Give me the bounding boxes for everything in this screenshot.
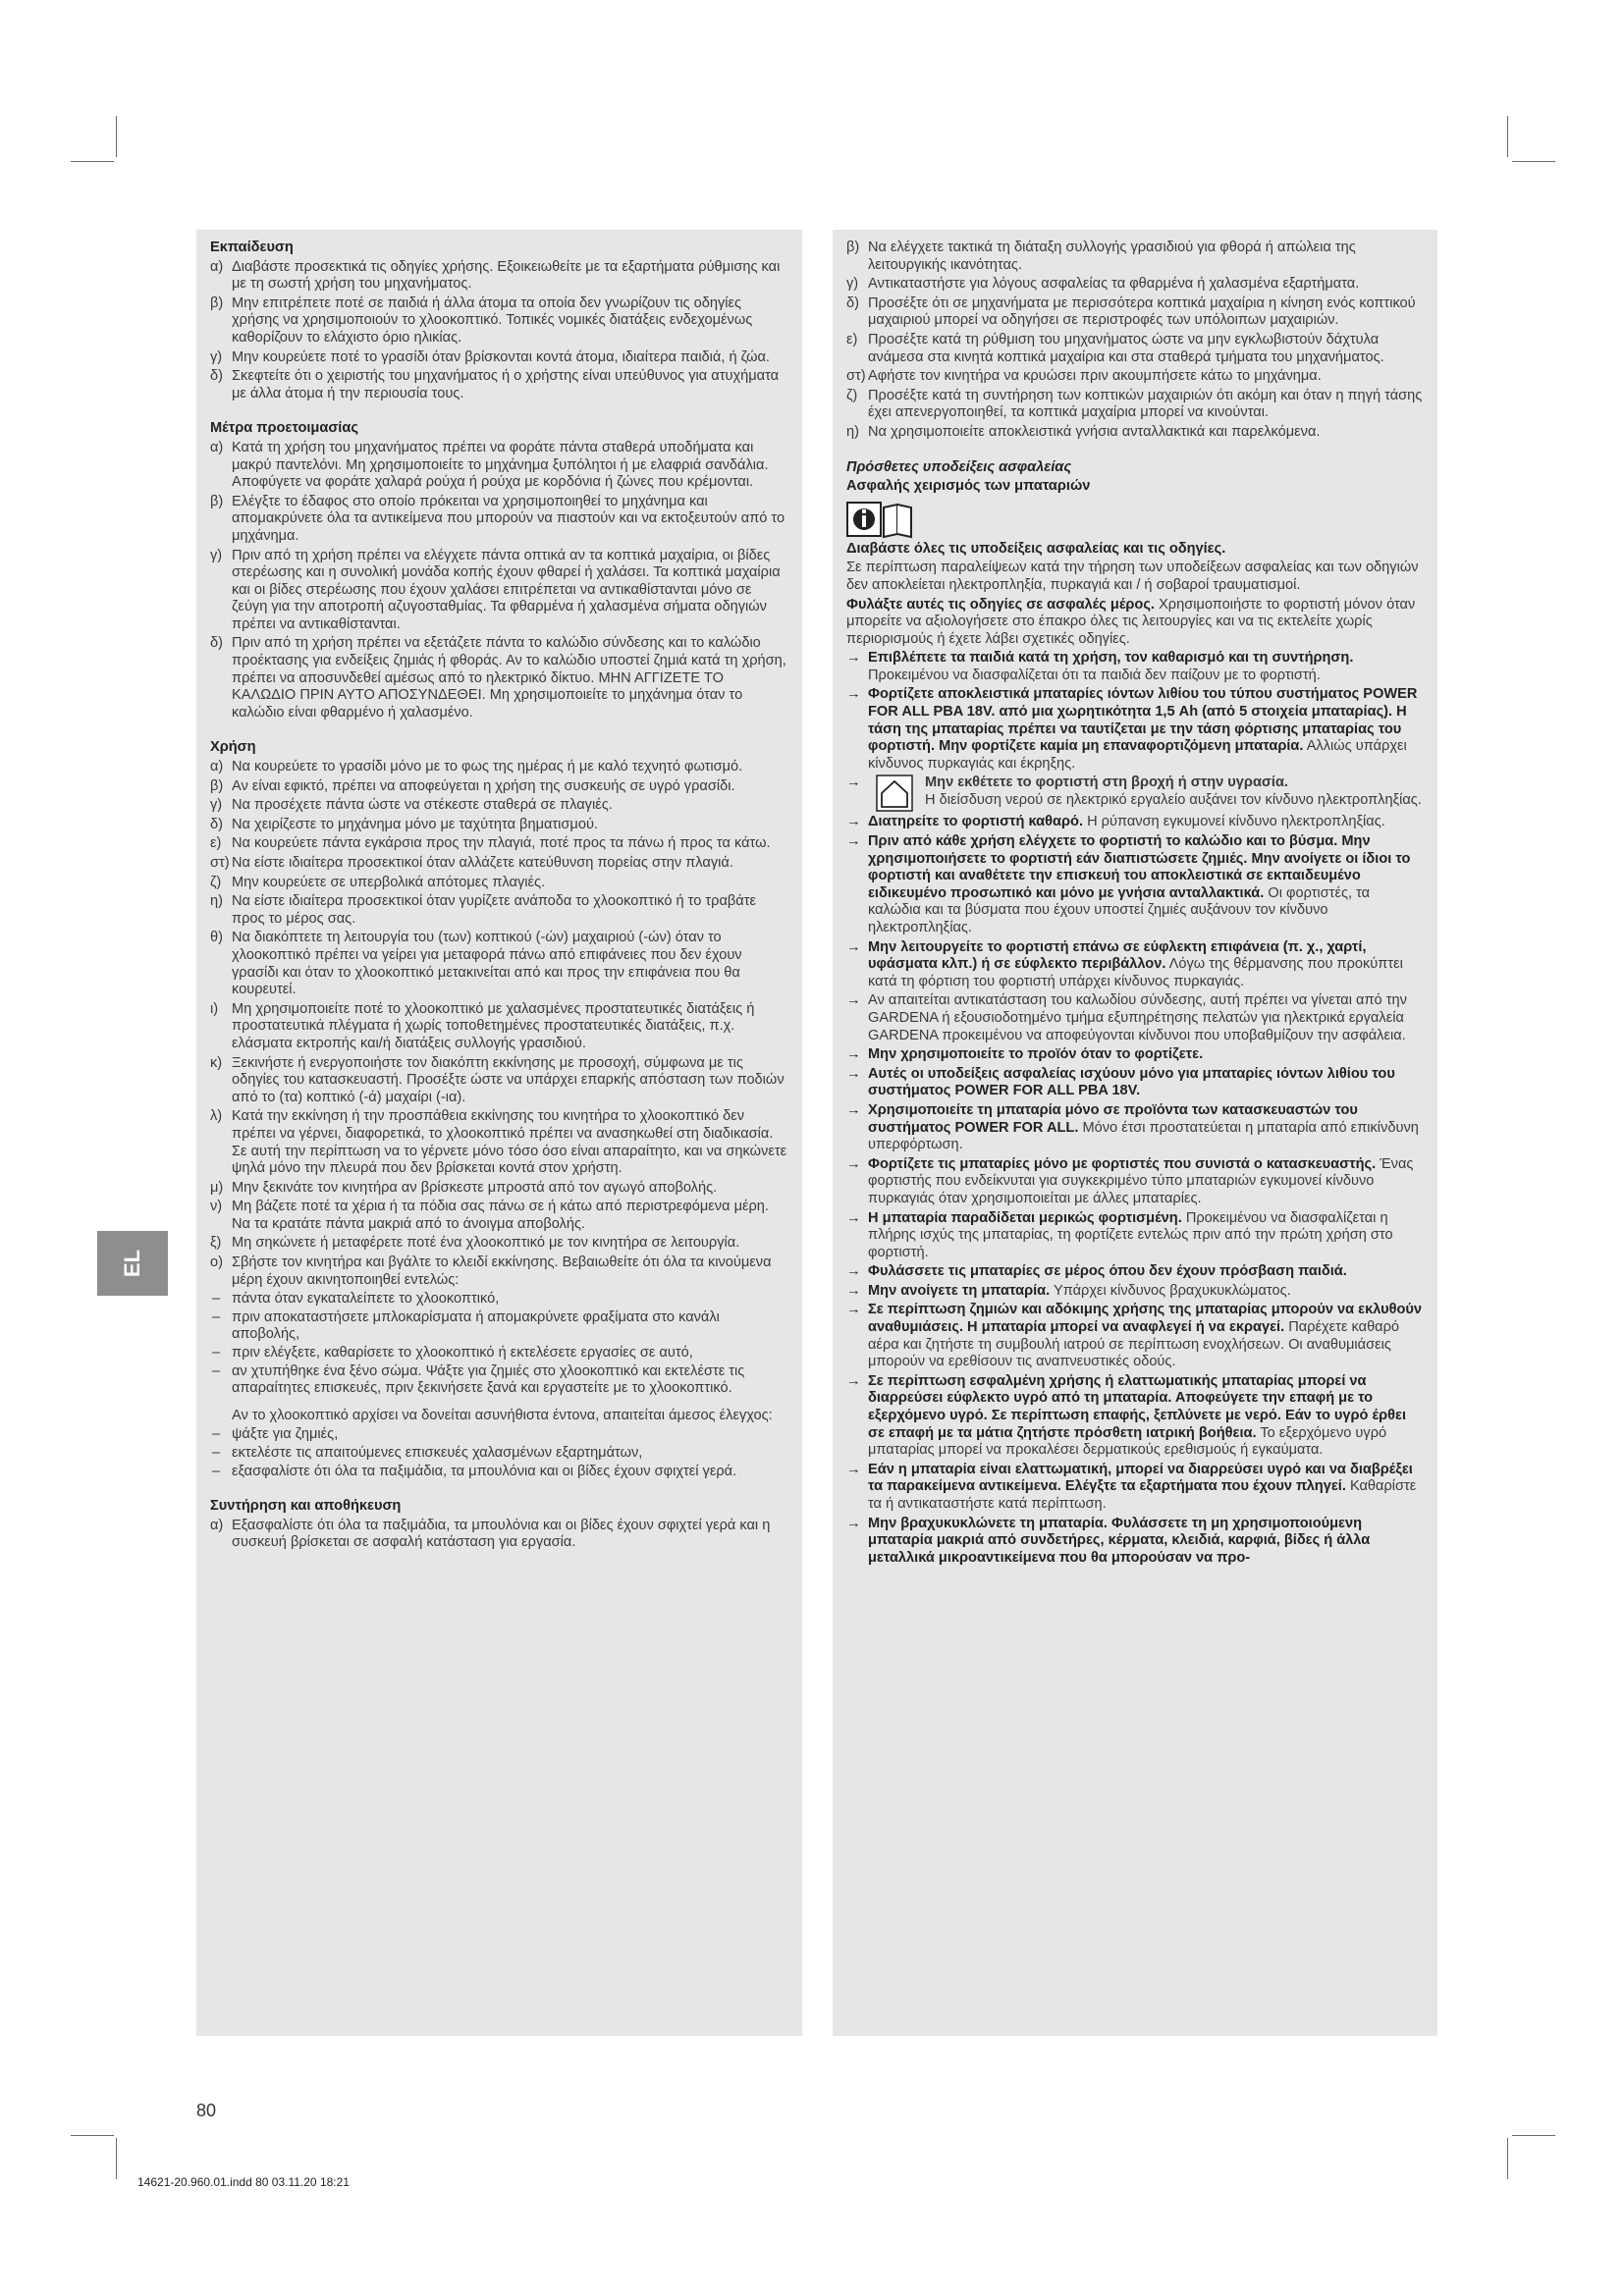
- item-text: Να διακόπτετε τη λειτουργία του (των) κοπτικού (-ών) μαχαιριού (-ών) όταν το χλοοκοπτικό πρέπει να γείρει για μεταφορά πάνω από επιφάνειες που δεν έχουν γρασίδι και όταν το χλοοκοπτικό μετακινείται από και προς την επιφάνεια που θα κουρευτεί.: [232, 930, 742, 998]
- safety-list-2: [846, 814, 1424, 1567]
- arrow-icon: →: [846, 814, 861, 830]
- safety-item: [846, 1210, 1424, 1262]
- item-label: ι): [210, 1000, 219, 1017]
- safety-item-bold: Μην ανοίγετε τη μπαταρία.: [868, 1282, 1051, 1299]
- item-text: Μη σηκώνετε ή μεταφέρετε ποτέ ένα χλοοκοπτικό με τον κινητήρα σε λειτουργία.: [232, 1235, 740, 1252]
- arrow-icon: →: [846, 1461, 861, 1477]
- safety-item-bold: Μην χρησιμοποιείτε το προϊόν όταν το φορτίζετε.: [868, 1046, 1204, 1063]
- item-label: δ): [846, 294, 859, 311]
- list-item: [210, 1518, 788, 1552]
- crop-mark: [71, 2135, 114, 2136]
- item-text: Να κουρεύετε πάντα εγκάρσια προς την πλαγιά, ποτέ προς τα πάνω ή προς τα κάτω.: [232, 835, 771, 852]
- item-text: Εξασφαλίστε ότι όλα τα παξιμάδια, τα μπουλόνια και οι βίδες έχουν σφιχτεί γερά και η συσκευή βρίσκεται σε ασφαλή κατάσταση για εργασία.: [232, 1517, 771, 1551]
- arrow-icon: →: [846, 1372, 861, 1389]
- dash-item: – πριν αποκαταστήσετε μπλοκαρίσματα ή απομακρύνετε φραξίματα στο κανάλι αποβολής,: [210, 1309, 788, 1344]
- safety-item-text: Αν απαιτείται αντικατάσταση του καλωδίου σύνδεσης, αυτή πρέπει να γίνεται από την GARDENA ή εξουσιοδοτημένο τμήμα εξυπηρέτησης πελατών για ηλεκτρικά εργαλεία GARDENA προκειμένου να αποφεύγονται κίνδυνοι που υποβαθμίζουν την ασφάλεια.: [868, 992, 1407, 1043]
- item-text: Να είστε ιδιαίτερα προσεκτικοί όταν αλλάζετε κατεύθυνση πορείας στην πλαγιά.: [232, 855, 733, 871]
- safety-item: [846, 1462, 1424, 1514]
- list-item: [210, 893, 788, 928]
- crop-mark: [1512, 161, 1555, 162]
- item-text: Πριν από τη χρήση πρέπει να ελέγχετε πάντα οπτικά αν τα κοπτικά μαχαίρια, οι βίδες στερέωσης και η συνολική μονάδα κοπής έχουν φθαρεί ή χαλάσει. Τα κοπτικά μαχαίρια και οι βίδες στερέωσης που έχουν χαλάσει επιτρέπεται να αντικαθίστανται μόνο σε ζεύγη για την αποτροπή αζυγοσταθμίας. Τα φθαρμένα ή χαλασμένα σήματα οδηγιών πρέπει να αντικαθίστανται.: [232, 547, 781, 632]
- safety-item-bold: Φορτίζετε τις μπαταρίες μόνο με φορτιστές που συνιστά ο κατασκευαστής.: [868, 1155, 1377, 1172]
- item-label: ξ): [210, 1235, 222, 1252]
- list-item: [210, 295, 788, 347]
- safety-item-bold: Φυλάσσετε τις μπαταρίες σε μέρος όπου δεν έχουν πρόσβαση παιδιά.: [868, 1263, 1347, 1280]
- list-item: [846, 276, 1424, 294]
- read-all-text: Σε περίπτωση παραλείψεων κατά την τήρηση των υποδείξεων ασφαλείας και των οδηγιών δεν αποκλείεται ηλεκτροπληξία, πυρκαγιά και / ή σοβαροί τραυματισμοί.: [846, 560, 1419, 593]
- safety-item-text: Προκειμένου να διασφαλίζεται η πλήρης ισχύς της μπαταρίας, τη φορτίζετε εντελώς πριν από την πρώτη χρήση στο φορτιστή.: [868, 1209, 1393, 1260]
- arrow-icon: →: [846, 833, 861, 850]
- item-label: λ): [210, 1108, 223, 1125]
- section-title: Μέτρα προετοιμασίας: [210, 420, 358, 437]
- rain-warning: → Μην εκθέτετε το φορτιστή στη βροχή ή στην υγρασία. Η διείσδυση νερού σε ηλεκτρικό εργαλείο αυξάνει τον κίνδυνο ηλεκτροπληξίας.: [846, 774, 1424, 812]
- item-text: Διαβάστε προσεκτικά τις οδηγίες χρήσης. Εξοικειωθείτε με τα εξαρτήματα ρύθμισης και με τη σωστή χρήση του μηχανήματος.: [232, 258, 781, 293]
- safety-item-text: Προκειμένου να διασφαλίζεται ότι τα παιδιά δεν παίζουν με το φορτιστή.: [868, 667, 1321, 683]
- safety-item-bold: Επιβλέπετε τα παιδιά κατά τη χρήση, τον καθαρισμό και τη συντήρηση.: [868, 650, 1354, 667]
- item-label: ο): [210, 1255, 223, 1271]
- item-label: α): [210, 1517, 224, 1533]
- safety-item-bold: Σε περίπτωση εσφαλμένη χρήσης ή ελαττωματικής μπαταρίας μπορεί να διαρρεύσει εύφλεκτο υγρό από τη μπαταρία. Αποφεύγετε την επαφή με το εξερχόμενο υγρό. Σε περίπτωση επαφής, ξεπλύνετε με νερό. Εάν το υγρό έρθει σε επαφή με τα μάτια ζητήστε πρόσθετη ιατρική βοήθεια.: [868, 1372, 1406, 1441]
- list-item: [210, 548, 788, 634]
- item-label: στ): [210, 855, 230, 871]
- maintenance-list: [210, 1518, 788, 1552]
- arrow-icon: →: [846, 1282, 861, 1299]
- preparation-list: [210, 440, 788, 722]
- arrow-icon: →: [846, 1046, 861, 1063]
- page-number: 80: [196, 2101, 217, 2120]
- arrow-icon: →: [846, 1302, 861, 1318]
- safety-item-bold: Διατηρείτε το φορτιστή καθαρό.: [868, 814, 1084, 830]
- list-item: [210, 494, 788, 546]
- list-item: [210, 635, 788, 721]
- list-item: [210, 1001, 788, 1053]
- safety-item: [846, 1373, 1424, 1460]
- safety-item-text: Μόνο έτσι προστατεύεται η μπαταρία από επικίνδυνη υπερφόρτωση.: [868, 1119, 1419, 1153]
- item-text: Αν είναι εφικτό, πρέπει να αποφεύγεται η χρήση της συσκευής σε υγρό γρασίδι.: [232, 777, 735, 794]
- list-item: [210, 817, 788, 834]
- safety-item-bold: Πριν από κάθε χρήση ελέγχετε το φορτιστή το καλώδιο και το βύσμα. Μην χρησιμοποιήσετε το φορτιστή εάν διαπιστώσετε ζημιές. Μην ανοίγετε οι ίδιοι το φορτιστή και αναθέτετε την επισκευή του αποκλειστικά σε εκπαιδευμένο ειδικευμένο προσωπικό και μόνο με γνήσια ανταλλακτικά.: [868, 833, 1411, 901]
- item-label: γ): [210, 348, 223, 365]
- safety-item: [846, 992, 1424, 1044]
- crop-mark: [71, 161, 114, 162]
- item-label: α): [210, 258, 224, 275]
- item-text: Να ελέγχετε τακτικά τη διάταξη συλλογής γρασιδιού για φθορά ή απώλεια της λειτουργικής ικανότητας.: [868, 240, 1356, 273]
- arrow-icon: →: [846, 938, 861, 955]
- list-item: [210, 759, 788, 776]
- safety-item: [846, 1046, 1424, 1064]
- item-text: Μη χρησιμοποιείτε ποτέ το χλοοκοπτικό με χαλασμένες προστατευτικές διατάξεις ή προστατευτικά πλέγματα ή χωρίς τοποθετημένες προστατευτικές διατάξεις, π.χ. ελάσματα εκτροπής και/ή διατάξεις συλλογής γρασιδιού.: [232, 1000, 755, 1051]
- item-label: α): [210, 759, 224, 775]
- crop-mark: [1512, 2135, 1555, 2136]
- item-label: ζ): [846, 387, 858, 403]
- arrow-icon: →: [846, 992, 861, 1009]
- item-text: Μην επιτρέπετε ποτέ σε παιδιά ή άλλα άτομα τα οποία δεν γνωρίζουν τις οδηγίες χρήσης να χρησιμοποιούν το χλοοκοπτικό. Τοπικές νομικές διατάξεις ενδεχομένως καθορίζουν το ελάχιστο όριο ηλικίας.: [232, 294, 753, 346]
- list-item: [210, 1199, 788, 1233]
- maintenance-continued-list: [846, 240, 1424, 442]
- list-item: [210, 1235, 788, 1253]
- arrow-icon: →: [846, 1263, 861, 1280]
- item-text: Μη βάζετε ποτέ τα χέρια ή τα πόδια σας πάνω σε ή κάτω από περιστρεφόμενα μέρη. Να τα κρατάτε πάντα μακριά από το άνοιγμα αποβολής.: [232, 1199, 769, 1232]
- safety-item-bold: Σε περίπτωση ζημιών και αδόκιμης χρήσης της μπαταρίας μπορούν να εκλυθούν αναθυμιάσεις. Η μπαταρία μπορεί να αναφλεγεί ή να εκραγεί.: [868, 1302, 1423, 1336]
- item-text: Μην κουρεύετε ποτέ το γρασίδι όταν βρίσκονται κοντά άτομα, ιδιαίτερα παιδιά, ή ζώα.: [232, 348, 770, 365]
- safety-item-bold: Φορτίζετε αποκλειστικά μπαταρίες ιόντων λιθίου του τύπου συστήματος POWER FOR ALL PBA 18V. από μια χωρητικότητα 1,5 Ah (από 5 στοιχεία μπαταρίας). Η τάση της μπαταρίας πρέπει να ταυτίζεται με την τάση φόρτισης μπαταρίας του φορτιστή. Μην φορτίζετε καμία μη επαναφορτιζόμενη μπαταρία.: [868, 686, 1418, 755]
- item-text: Να κουρεύετε το γρασίδι μόνο με το φως της ημέρας ή με καλό τεχνητό φωτισμό.: [232, 759, 743, 775]
- safety-item-text: Ένας φορτιστής που ενδείκνυται για συγκεκριμένο τύπο μπαταριών εγκυμονεί κίνδυνο πυρκαγιάς όταν χρησιμοποιείται με άλλες μπαταρίες.: [868, 1155, 1414, 1206]
- item-label: ε): [210, 835, 222, 852]
- item-text: Προσέξτε ότι σε μηχανήματα με περισσότερα κοπτικά μαχαίρια η κίνηση ενός κοπτικού μαχαιριού μπορεί να οδηγήσει σε περιστροφές των υπόλοιπων μαχαιριών.: [868, 294, 1416, 329]
- safety-item: [846, 650, 1424, 684]
- indoor-use-only-icon: [876, 774, 913, 812]
- item-text: Πριν από τη χρήση πρέπει να εξετάζετε πάντα το καλώδιο σύνδεσης και το καλώδιο προέκτασης για ενδείξεις ζημιάς ή φθοράς. Αν το καλώδιο υποστεί ζημιά κατά τη χρήση, πρέπει να αποσυνδεθεί αμέσως από το ηλεκτρικό δίκτυο. ΜΗΝ ΑΓΓΙΖΕΤΕ ΤΟ ΚΑΛΩΔΙΟ ΠΡΙΝ ΑΥΤΟ ΑΠΟΣΥΝΔΕΘΕΙ. Μη χρησιμοποιείτε το μηχάνημα όταν το καλώδιο είναι φθαρμένο ή χαλασμένο.: [232, 635, 786, 721]
- item-label: κ): [210, 1054, 223, 1071]
- list-item: [210, 835, 788, 853]
- safety-item: [846, 1283, 1424, 1301]
- dash-item: – εξασφαλίστε ότι όλα τα παξιμάδια, τα μπουλόνια και οι βίδες έχουν σφιχτεί γερά.: [210, 1464, 788, 1481]
- dash-item: – εκτελέστε τις απαιτούμενες επισκευές χαλασμένων εξαρτημάτων,: [210, 1445, 788, 1463]
- list-item: [846, 424, 1424, 442]
- item-label: α): [210, 439, 224, 455]
- safety-item-text: Υπάρχει κίνδυνος βραχυκυκλώματος.: [1053, 1282, 1291, 1299]
- training-list: [210, 259, 788, 403]
- safety-item: [846, 814, 1424, 831]
- item-label: η): [846, 423, 859, 440]
- item-label: θ): [210, 930, 223, 946]
- item-text: Να χρησιμοποιείτε αποκλειστικά γνήσια ανταλλακτικά και παρελκόμενα.: [868, 423, 1321, 440]
- item-text: Να χειρίζεστε το μηχάνημα μόνο με ταχύτητα βηματισμού.: [232, 816, 598, 832]
- list-item: [210, 349, 788, 367]
- crop-mark: [116, 2138, 117, 2179]
- list-item: [210, 1108, 788, 1177]
- item-label: δ): [210, 368, 223, 385]
- safety-item-bold: Χρησιμοποιείτε τη μπαταρία μόνο σε προϊόντα των κατασκευαστών του συστήματος POWER FOR ALL.: [868, 1101, 1358, 1136]
- safety-item-text: Παρέχετε καθαρό αέρα και ζητήστε τη συμβουλή ιατρού σε περίπτωση ενοχλήσεων. Οι αναθυμιάσεις μπορούν να ερεθίσουν τις αναπνευστικές οδούς.: [868, 1319, 1400, 1370]
- item-text: Αντικαταστήστε για λόγους ασφαλείας τα φθαρμένα ή χαλασμένα εξαρτήματα.: [868, 276, 1360, 293]
- arrow-icon: →: [846, 1515, 861, 1531]
- list-item: [210, 368, 788, 402]
- section-title: Χρήση: [210, 739, 256, 756]
- list-item: [846, 368, 1424, 386]
- arrow-icon: →: [846, 1209, 861, 1226]
- section-title: Συντήρηση και αποθήκευση: [210, 1498, 402, 1515]
- arrow-icon: →: [846, 650, 861, 667]
- item-label: β): [846, 240, 860, 255]
- list-item: [210, 259, 788, 294]
- safety-item: [846, 1263, 1424, 1281]
- item-text: Σβήστε τον κινητήρα και βγάλτε το κλειδί εκκίνησης. Βεβαιωθείτε ότι όλα τα κινούμενα μέρη έχουν ακινητοποιηθεί εντελώς:: [232, 1255, 772, 1288]
- list-item: [210, 797, 788, 815]
- safety-item-text: Καθαρίστε τα ή αντικαταστήστε κατά περίπτωση.: [868, 1478, 1417, 1512]
- safety-item: [846, 1516, 1424, 1568]
- item-text: Μην κουρεύετε σε υπερβολικά απότομες πλαγιές.: [232, 874, 546, 890]
- item-label: β): [210, 493, 224, 509]
- list-item: [210, 1055, 788, 1107]
- item-text: Προσέξτε κατά τη ρύθμιση του μηχανήματος ώστε να μην εγκλωβιστούν δάχτυλα ανάμεσα στα κινητά κοπτικά μαχαίρια και στα σταθερά τμήματα του μηχανήματος.: [868, 331, 1384, 365]
- keep-instructions: Φυλάξτε αυτές τις οδηγίες σε ασφαλές μέρος. Χρησιμοποιήστε το φορτιστή μόνον όταν μπορείτε να αξιολογήσετε στο έπακρο όλες τις λειτουργίες και να τις εκτελείτε χωρίς περιορισμούς ή έχετε λάβει σχετικές οδηγίες.: [846, 596, 1416, 647]
- item-label: γ): [210, 797, 223, 814]
- item-text: Αφήστε τον κινητήρα να κρυώσει πριν ακουμπήσετε κάτω το μηχάνημα.: [868, 368, 1322, 385]
- subsection-title: Ασφαλής χειρισμός των μπαταριών: [846, 478, 1091, 495]
- item-label: μ): [210, 1179, 224, 1196]
- list-item: [210, 930, 788, 998]
- safety-item-text: Αλλιώς υπάρχει κίνδυνος πυρκαγιάς και έκρηξης.: [868, 738, 1407, 772]
- list-item: [210, 855, 788, 873]
- safety-item: [846, 1102, 1424, 1154]
- arrow-icon: →: [846, 686, 861, 703]
- language-tab: EL: [97, 1231, 168, 1296]
- item-label: β): [210, 777, 224, 794]
- item-label: η): [210, 893, 223, 910]
- item-label: δ): [210, 816, 223, 832]
- safety-item-text: Οι φορτιστές, τα καλώδια και τα βύσματα που έχουν υποστεί ζημιές αυξάνουν τον κίνδυνο ηλεκτροπληξίας.: [868, 884, 1371, 935]
- safety-item: [846, 939, 1424, 991]
- use-list: [210, 759, 788, 1289]
- list-item: [846, 240, 1424, 274]
- list-item: [846, 332, 1424, 366]
- safety-item: [846, 833, 1424, 937]
- dash-item: – πριν ελέγξετε, καθαρίσετε το χλοοκοπτικό ή εκτελέσετε εργασίες σε αυτό,: [210, 1345, 788, 1362]
- safety-item-bold: Αυτές οι υποδείξεις ασφαλείας ισχύουν μόνο για μπαταρίες ιόντων λιθίου του συστήματος POWER FOR ALL PBA 18V.: [868, 1065, 1395, 1099]
- arrow-icon: →: [846, 1101, 861, 1118]
- item-label: ζ): [210, 874, 222, 890]
- item-label: γ): [210, 547, 223, 563]
- safety-item-text: Το εξερχόμενο υγρό μπαταρίας μπορεί να προκαλέσει δερματικούς ερεθισμούς ή εγκαύματα.: [868, 1424, 1387, 1459]
- item-label: στ): [846, 368, 866, 385]
- safety-item: [846, 1156, 1424, 1208]
- list-item: [210, 875, 788, 892]
- list-item: [210, 1255, 788, 1289]
- read-all-heading: Διαβάστε όλες τις υποδείξεις ασφαλείας και τις οδηγίες.: [846, 540, 1226, 557]
- item-text: Ξεκινήστε ή ενεργοποιήστε τον διακόπτη εκκίνησης με προσοχή, σύμφωνα με τις οδηγίες του κατασκευαστή. Προσέξτε ώστε να υπάρχει επαρκής απόσταση των ποδιών από το (τα) κοπτικό (-ά) μαχαίρι (-ια).: [232, 1054, 785, 1105]
- safety-item-bold: Η μπαταρία παραδίδεται μερικώς φορτισμένη.: [868, 1209, 1182, 1226]
- item-label: ν): [210, 1199, 223, 1215]
- read-manual-icon: [846, 502, 917, 541]
- item-text: Κατά την εκκίνηση ή την προσπάθεια εκκίνησης του κινητήρα το χλοοκοπτικό δεν πρέπει να γέρνει, διαφορετικά, το χλοοκοπτικό πρέπει να ανασηκωθεί στη διαδικασία. Σε αυτή την περίπτωση να το γέρνετε μόνο τόσο όσο είναι απαραίτητο, και να σηκώνετε ψηλά μόνο την πλευρά που δεν βρίσκεται κοντά στον χρήστη.: [232, 1108, 787, 1177]
- crop-mark: [1507, 116, 1508, 157]
- item-label: δ): [210, 635, 223, 652]
- safety-item: [846, 1066, 1424, 1100]
- safety-item-text: Η ρύπανση εγκυμονεί κίνδυνο ηλεκτροπληξίας.: [1087, 814, 1385, 830]
- safety-item-bold: Μην βραχυκυκλώνετε τη μπαταρία. Φυλάσσετε τη μη χρησιμοποιούμενη μπαταρία μακριά από συνδετήρες, κέρματα, κλειδιά, καρφιά, βίδες ή άλλα μεταλλικά μικροαντικείμενα που θα μπορούσαν να προ-: [868, 1515, 1371, 1566]
- vibration-intro: Αν το χλοοκοπτικό αρχίσει να δονείται ασυνήθιστα έντονα, απαιτείται άμεσος έλεγχος:: [232, 1407, 773, 1423]
- vibration-dash-list: [210, 1426, 788, 1480]
- list-item: [210, 440, 788, 492]
- list-item: [846, 295, 1424, 330]
- item-label: β): [210, 294, 224, 311]
- section-title: Πρόσθετες υποδείξεις ασφαλείας: [846, 458, 1072, 475]
- use-dash-list: [210, 1291, 788, 1398]
- dash-item: – ψάξτε για ζημιές,: [210, 1426, 788, 1444]
- safety-item: [846, 686, 1424, 773]
- safety-item-bold: Μην λειτουργείτε το φορτιστή επάνω σε εύφλεκτη επιφάνεια (π. χ., χαρτί, υφάσματα κλπ.) ή σε εύφλεκτο περιβάλλον.: [868, 938, 1367, 973]
- item-label: γ): [846, 276, 859, 293]
- item-text: Μην ξεκινάτε τον κινητήρα αν βρίσκεστε μπροστά από τον αγωγό αποβολής.: [232, 1179, 718, 1196]
- left-column: [196, 230, 802, 2036]
- item-text: Προσέξτε κατά τη συντήρηση των κοπτικών μαχαιριών ότι ακόμη και όταν η πηγή τάσης έχει απενεργοποιηθεί, τα κοπτικά μαχαίρια μπορεί να κινούνται.: [868, 387, 1423, 421]
- item-text: Κατά τη χρήση του μηχανήματος πρέπει να φοράτε πάντα σταθερά υποδήματα και μακρύ παντελόνι. Μη χρησιμοποιείτε το μηχάνημα ξυπόλητοι ή με ελαφριά σανδάλια. Αποφύγετε να φοράτε χαλαρά ρούχα ή ρούχα με κορδόνια ή ζώνες που κρέμονται.: [232, 439, 769, 491]
- arrow-icon: →: [846, 1065, 861, 1082]
- print-footer: 14621-20.960.01.indd 80 03.11.20 18:21: [137, 2175, 350, 2189]
- safety-item: [846, 1302, 1424, 1370]
- crop-mark: [116, 116, 117, 157]
- section-title: Εκπαίδευση: [210, 240, 294, 255]
- safety-item-text: Λόγω της θέρμανσης που προκύπτει κατά τη φόρτιση του φορτιστή υπάρχει κίνδυνος πυρκαγιάς.: [868, 956, 1403, 989]
- safety-list: [846, 650, 1424, 773]
- arrow-icon: →: [846, 774, 861, 791]
- crop-mark: [1507, 2138, 1508, 2179]
- arrow-icon: →: [846, 1155, 861, 1172]
- list-item: [210, 1180, 788, 1198]
- list-item: [210, 778, 788, 796]
- item-label: ε): [846, 331, 858, 347]
- dash-item: – αν χτυπήθηκε ένα ξένο σώμα. Ψάξτε για ζημιές στο χλοοκοπτικό και εκτελέστε τις απαραίτητες επισκευές, πριν ξεκινήσετε ξανά και εργαστείτε με το χλοοκοπτικό.: [210, 1363, 788, 1398]
- item-text: Ελέγξτε το έδαφος στο οποίο πρόκειται να χρησιμοποιηθεί το μηχάνημα και απομακρύνετε όλα τα αντικείμενα που μπορούν να πιαστούν και να εκτοξευτούν από το μηχάνημα.: [232, 493, 785, 544]
- item-text: Να είστε ιδιαίτερα προσεκτικοί όταν γυρίζετε ανάποδα το χλοοκοπτικό ή το τραβάτε προς το μέρος σας.: [232, 893, 757, 927]
- item-text: Να προσέχετε πάντα ώστε να στέκεστε σταθερά σε πλαγιές.: [232, 797, 613, 814]
- item-text: Σκεφτείτε ότι ο χειριστής του μηχανήματος ή ο χρήστης είναι υπεύθυνος για ατυχήματα με άλλα άτομα ή την περιουσία τους.: [232, 368, 780, 401]
- dash-item: – πάντα όταν εγκαταλείπετε το χλοοκοπτικό,: [210, 1291, 788, 1308]
- list-item: [846, 388, 1424, 422]
- right-column: [833, 230, 1437, 2036]
- safety-item-bold: Εάν η μπαταρία είναι ελαττωματική, μπορεί να διαρρεύσει υγρό και να διαβρέξει τα παρακείμενα αντικείμενα. Ελέγξτε τα εξαρτήματα που έχουν πληγεί.: [868, 1461, 1413, 1495]
